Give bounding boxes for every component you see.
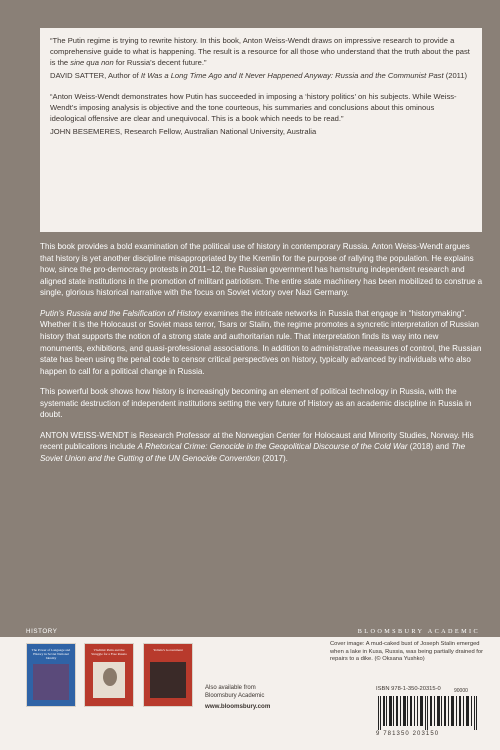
barcode-number: 9 781350 203150 — [376, 731, 440, 737]
related-book-3-title: Yeltsin’s Government — [153, 648, 183, 652]
related-book-1 — [26, 643, 76, 707]
publisher-name: BLOOMSBURY ACADEMIC — [357, 628, 480, 635]
website-link[interactable]: www.bloomsbury.com — [205, 703, 271, 710]
description-paragraph-2: Putin’s Russia and the Falsification of History examines the intricate networks in Russia that engage in “historymaking”. Whether it is the Holocaust or Soviet mass terror, Tsars or Stalin, the regime promotes a syncretic interpretation of Russian history that supports the notion of a strong state and authoritarian rule. That interpretation finds its way into new monuments, exhibitions, and quasi-professional associations. In addition to administrative measures of control, the Russian state has been using the penal code to censor critical perspectives on history, typically advanced by individuals who also happen to call for a political change in Russia. — [40, 308, 482, 376]
related-book-2 — [84, 643, 134, 707]
related-book-3 — [143, 643, 193, 707]
price-code: 90000 — [454, 688, 468, 694]
related-book-2-image — [93, 662, 125, 698]
quote-box — [40, 28, 482, 232]
category-label: HISTORY — [26, 628, 58, 635]
quote-2-text: “Anton Weiss-Wendt demonstrates how Putin has succeeded in imposing a ‘history politics’ on his subjects. While Weiss-Wendt’s imposing analysis is objective and the tone courteous, his summaries and conclusions about this ominous ideological offensive are clear and unequivocal. This is a book which needs to be read.” — [50, 92, 457, 123]
cover-image-credit: Cover image: A mud-caked bust of Joseph Stalin emerged when a lake in Kusa, Russia, was being partially drained for repairs to a dike. (© Oksana Yushko) — [330, 641, 484, 663]
description — [40, 241, 485, 474]
category-bar — [0, 626, 500, 637]
quote-1-text: “The Putin regime is trying to rewrite history. In this book, Anton Weiss-Wendt draws on impressive research to provide a comprehensive guide to what is happening. The result is a resource for all those who understand that the truth about the past is the sine qua non for Russia’s decent future.” — [50, 36, 470, 67]
also-available: Also available from Bloomsbury Academic — [205, 685, 265, 700]
barcode — [376, 696, 480, 730]
related-book-2-title: Vladimir Putin and the Struggle for a Free Russia — [91, 648, 127, 657]
related-book-1-image — [33, 664, 69, 700]
description-paragraph-1: This book provides a bold examination of the political use of history in contemporary Russia. Anton Weiss-Wendt argues that history is yet another discipline misappropriated by the Kremlin for the purpose of rallying the population. He explains how, since the pro-democracy protests in 2011–12, the Russian government has hamstrung independent research and aligned state institutions in the promotion of militant patriotism. The entire state machinery has been mobilized to construe a single, glorious historical narrative with the focus on Soviet victory over Nazi Germany. — [40, 242, 483, 298]
quote-2-author: JOHN BESEMERES, Research Fellow, Australian National University, Australia — [50, 127, 317, 137]
description-paragraph-3: This powerful book shows how history is increasingly becoming an element of political technology in Russia, with the systematic destruction of independent institutions setting the very future of History as an academic discipline in Russia in doubt. — [40, 387, 472, 420]
quote-1-author: DAVID SATTER, Author of It Was a Long Time Ago and It Never Happened Anyway: Russia and the Communist Past (2011) — [50, 71, 468, 81]
related-book-1-title: The Power of Language and History in Soviet National Identity — [31, 648, 71, 661]
related-book-3-image — [150, 662, 186, 698]
author-bio: ANTON WEISS-WENDT is Research Professor at the Norwegian Center for Holocaust and Minority Studies, Norway. His recent publications include A Rhetorical Crime: Genocide in the Geopolitical Discourse of the Cold War (2018) and The Soviet Union and the Gutting of the UN Genocide Convention (2017). — [40, 430, 474, 463]
bottom-panel — [0, 626, 500, 750]
isbn-label: ISBN 978-1-350-20315-0 — [376, 686, 441, 692]
